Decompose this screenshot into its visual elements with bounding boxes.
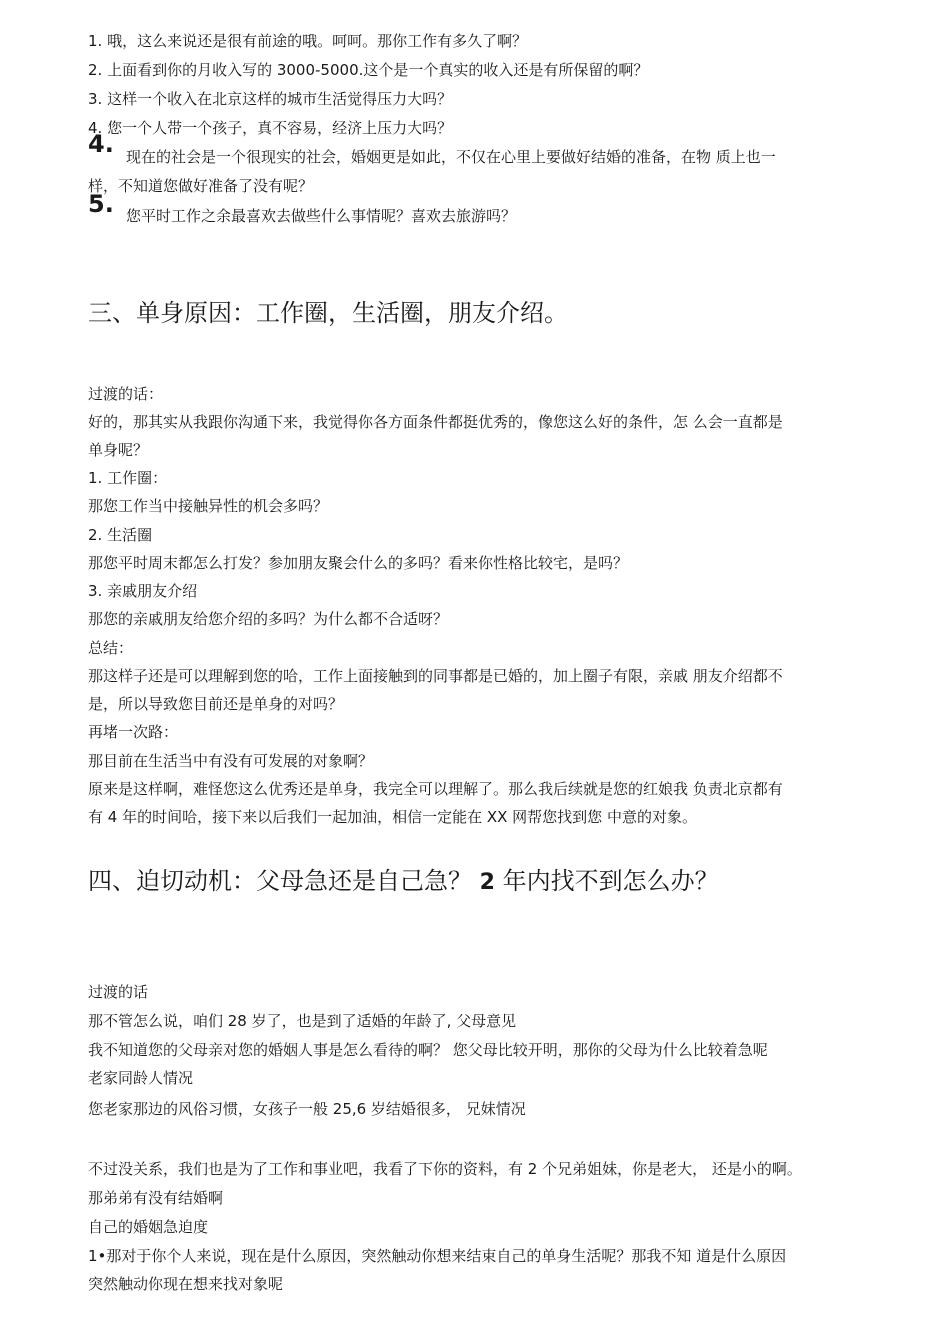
question-3: 3. 这样一个收入在北京这样的城市生活觉得压力大吗？	[88, 90, 453, 108]
s3-transition-line1: 好的，那其实从我跟你沟通下来，我觉得你各方面条件都挺优秀的，像您这么好的条件，怎 么会一直都是	[88, 413, 783, 431]
s3-item3-label: 3. 亲戚朋友介绍	[88, 582, 198, 600]
s4-line4: 您老家那边的风俗习惯，女孩子一般 25,6 岁结婚很多， 兄妹情况	[88, 1100, 526, 1118]
s4-line5: 不过没关系，我们也是为了工作和事业吧，我看了下你的资料，有 2 个兄弟姐妹，你是老大， 还是小的啊。	[88, 1160, 802, 1178]
question-4b-line2: 样，不知道您做好准备了没有呢？	[88, 177, 314, 195]
big-number-4: 4.	[88, 130, 114, 158]
question-4b-line1: 现在的社会是一个很现实的社会，婚姻更是如此，不仅在心里上要做好结婚的准备，在物 质上也一	[126, 148, 776, 166]
s3-summary-line2: 是，所以导致您目前还是单身的对吗？	[88, 695, 344, 713]
s4-heading-part2: 年内找不到怎么办？	[502, 867, 719, 895]
s4-line6: 那弟弟有没有结婚啊	[88, 1189, 224, 1207]
s3-close-line1: 原来是这样啊，难怪您这么优秀还是单身，我完全可以理解了。那么我后续就是您的红娘我 负责北京都有	[88, 780, 783, 798]
s3-summary-label: 总结：	[88, 639, 134, 657]
section-3-heading: 三、单身原因：工作圈，生活圈，朋友介绍。	[88, 299, 568, 327]
s4-line9: 突然触动你现在想来找对象呢	[88, 1275, 284, 1293]
section-4-heading	[88, 866, 719, 898]
big-number-5: 5.	[88, 190, 114, 218]
s3-item1-label: 1. 工作圈：	[88, 469, 168, 487]
s3-transition-label: 过渡的话：	[88, 385, 164, 403]
s4-line8: 1•那对于你个人来说，现在是什么原因，突然触动你想来结束自己的单身生活呢？那我不知 道是什么原因	[88, 1247, 787, 1265]
s4-line2: 我不知道您的父母亲对您的婚姻人事是怎么看待的啊？ 您父母比较开明，那你的父母为什么比较着急呢	[88, 1041, 768, 1059]
s4-line3: 老家同龄人情况	[88, 1069, 194, 1087]
question-5: 您平时工作之余最喜欢去做些什么事情呢？喜欢去旅游吗？	[126, 207, 517, 225]
question-2: 2. 上面看到你的月收入写的 3000-5000.这个是一个真实的收入还是有所保留的啊？	[88, 61, 649, 79]
s4-heading-part1: 四、迫切动机：父母急还是自己急？	[88, 867, 472, 895]
s3-item2-question: 那您平时周末都怎么打发？参加朋友聚会什么的多吗？看来你性格比较宅，是吗？	[88, 554, 629, 572]
s4-line1: 那不管怎么说，咱们 28 岁了，也是到了适婚的年龄了, 父母意见	[88, 1012, 517, 1030]
question-1: 1. 哦，这么来说还是很有前途的哦。呵呵。那你工作有多久了啊？	[88, 32, 528, 50]
s3-transition-line2: 单身呢？	[88, 441, 149, 459]
s3-item2-label: 2. 生活圈	[88, 526, 153, 544]
s3-block-label: 再堵一次路：	[88, 723, 179, 741]
s4-line7: 自己的婚姻急迫度	[88, 1218, 209, 1236]
s3-item3-question: 那您的亲戚朋友给您介绍的多吗？为什么都不合适呀？	[88, 610, 449, 628]
question-4: 4. 您一个人带一个孩子，真不容易，经济上压力大吗？	[88, 119, 453, 137]
s3-summary-line1: 那这样子还是可以理解到您的哈，工作上面接触到的同事都是已婚的，加上圈子有限，亲戚 朋友介绍都不	[88, 667, 783, 685]
s4-transition-label: 过渡的话	[88, 983, 149, 1001]
s3-block-question: 那目前在生活当中有没有可发展的对象啊？	[88, 752, 374, 770]
s3-close-line2: 有 4 年的时间哈，接下来以后我们一起加油，相信一定能在 XX 网帮您找到您 中意的对象。	[88, 808, 697, 826]
s3-item1-question: 那您工作当中接触异性的机会多吗？	[88, 497, 329, 515]
s4-heading-bold-number: 2	[479, 870, 495, 895]
